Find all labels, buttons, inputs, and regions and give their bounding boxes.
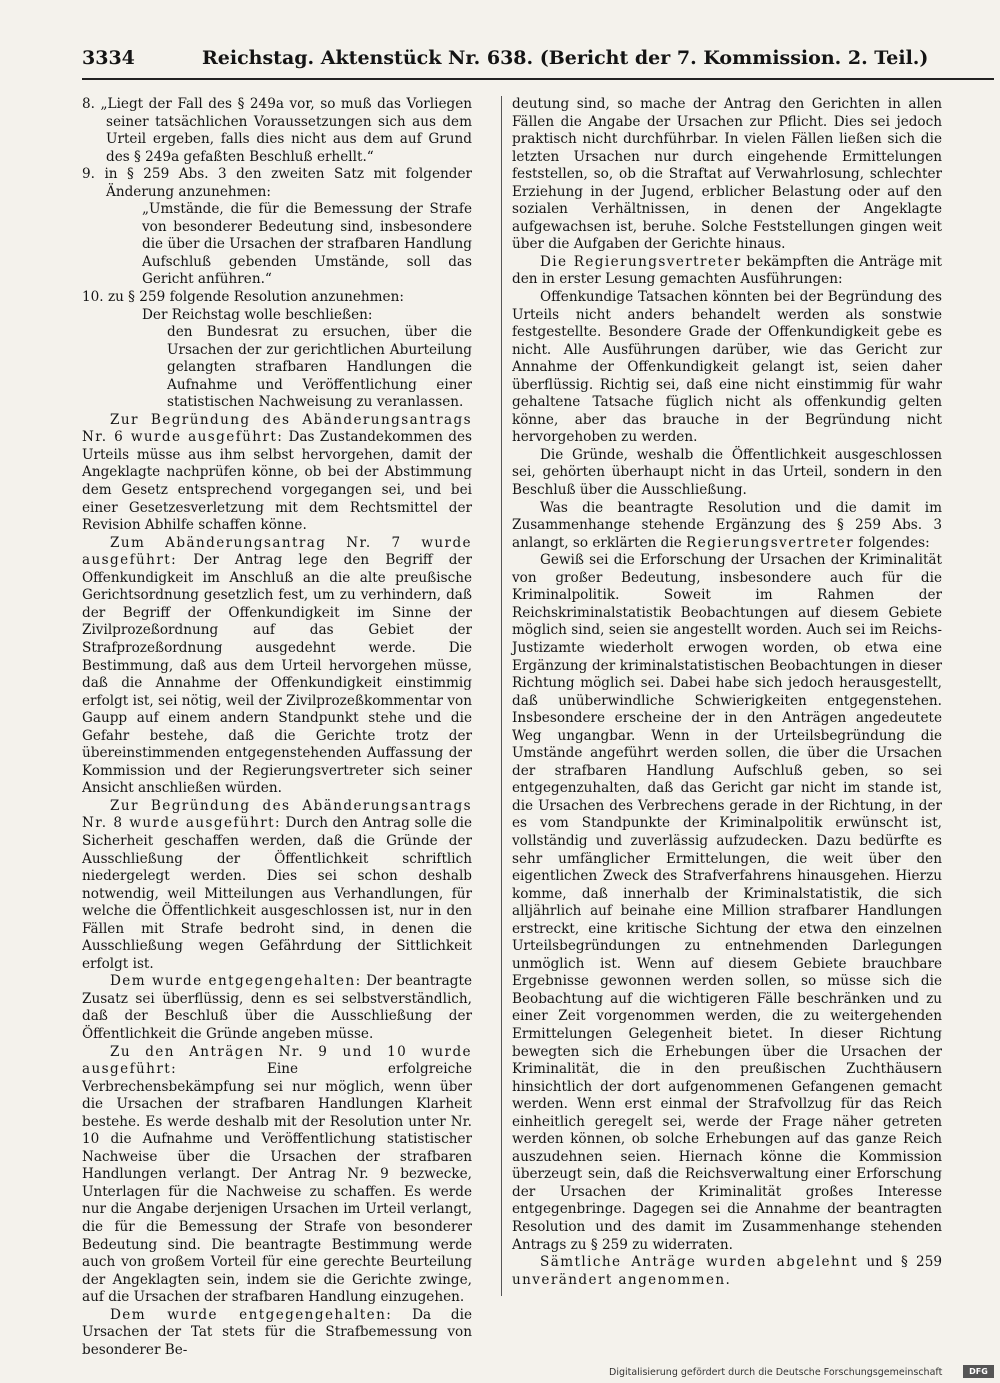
- paragraph: [82, 201, 472, 289]
- spaced-lead-text: Zu den Anträgen Nr. 9 und 10 wurde ausgeführt:: [82, 1043, 472, 1078]
- paragraph-text: den Bundesrat zu ersuchen, über die Ursachen der zur gerichtlichen Aburteilung gelangten strafbaren Handlungen die Aufnahme und Veröffentlichung einer statistischen Nachweisung zu veranlassen.: [167, 324, 472, 411]
- paragraph-text: Was die beantragte Resolution und die damit im Zusammenhange stehende Ergänzung des § 259 Abs. 3 anlangt, so erklärten die: [512, 499, 942, 551]
- page-number: 3334: [82, 47, 135, 69]
- paragraph-text: bekämpften die Anträge mit den in erster Lesung gemachten Ausführungen:: [512, 253, 943, 288]
- paragraph-text: Eine erfolgreiche Verbrechensbekämpfung sei nur möglich, wenn über die Ursachen der strafbaren Handlungen Klarheit bestehe. Es werde deshalb mit der Resolution unter Nr. 10 die Aufnahme und Veröffentlichung statistischer Nachweise über die Ursachen der strafbaren Handlungen verlangt. Der Antrag Nr. 9 bezwecke, Unterlagen für die Nachweise zu schaffen. Es werde nur die Angabe derjenigen Ursachen im Urteil verlangt, die für die Bemessung der Strafe von besonderer Bedeutung sind. Die beantragte Bestimmung werde auch von großem Vorteil für eine gerechte Beurteilung der Angeklagten sein, indem sie die Gerichte zwinge, auf die Ursachen der strafbaren Handlung einzugehen.: [82, 1061, 472, 1306]
- spaced-lead-text: Zur Begründung des Abänderungsantrags Nr. 6 wurde ausgeführt:: [82, 411, 472, 446]
- paragraph-text: Der Antrag lege den Begriff der Offenkundigkeit im Anschluß an die alte preußische Gerichtsordnung gesetzlich fest, um zu verhindern, daß der Begriff der Offenkundigkeit im Sinne der Zivilprozeßordnung auf das Gebiet der Strafprozeßordnung ausgedehnt werde. Die Bestimmung, daß aus dem Urteil hervorgehen müsse, daß die Annahme der Offenkundigkeit einstimmig erfolgt ist, sei nötig, weil der Zivilprozeßkommentar von Gaupp auf einem andern Standpunkt stehe und die Gefahr bestehe, daß die Gerichte trotz der übereinstimmenden entgegenstehenden Auffassung der Kommission und der Regierungsvertreter sich seiner Ansicht anschließen würden.: [82, 552, 472, 797]
- spaced-lead-text: Die Regierungsvertreter: [540, 253, 742, 270]
- paragraph: [512, 1254, 942, 1289]
- paragraph-text: Der beantragte Zusatz sei überflüssig, denn es sei selbstverständlich, daß der Beschluß über die Ausschließung der Öffentlichkeit die Gründe angeben müsse.: [82, 973, 472, 1042]
- header-rule: [82, 78, 994, 80]
- paragraph-text: und § 259: [858, 1254, 942, 1271]
- paragraph: [512, 552, 942, 1254]
- spaced-lead-text: Regierungsvertreter: [686, 534, 854, 551]
- paragraph-text: 8. „Liegt der Fall des § 249a vor, so muß das Vorliegen seiner tatsächlichen Voraussetzungen sich aus dem Urteil ergeben, falls dies nicht aus dem auf Grund des § 249a gefaßten Beschluß erhellt.“: [82, 96, 472, 165]
- paragraph-text: folgendes:: [854, 534, 930, 551]
- paragraph: [82, 798, 472, 973]
- paragraph: [512, 447, 942, 500]
- paragraph: [82, 412, 472, 535]
- paragraph: [82, 307, 472, 325]
- paragraph: [82, 166, 472, 201]
- paragraph: [82, 324, 472, 412]
- paragraph-text: Das Zustandekommen des Urteils müsse aus ihm selbst hervorgehen, damit der Angeklagte nachprüfen könne, ob bei der Abstimmung dem Gesetz entsprechend vorgegangen sei, und bei einer Gesetzesverletzung mit dem Rechtsmittel der Revision Abhilfe schaffen könne.: [82, 429, 472, 534]
- paragraph-text: Da die Ursachen der Tat stets für die Strafbemessung von besonderer Be-: [82, 1306, 472, 1358]
- paragraph: [512, 500, 942, 553]
- paragraph-text: deutung sind, so mache der Antrag den Gerichten in allen Fällen die Angabe der Ursachen zur Pflicht. Dies sei jedoch praktisch nicht durchführbar. In vielen Fällen ließen sich die letzten Ursachen nur durch eingehende Ermittelungen feststellen, so, ob die Straftat auf Verwahrlosung, schlechter Erziehung in der Jugend, erblicher Belastung oder auf den sozialen Verhältnissen, in denen der Angeklagte aufgewachsen ist, beruhe. Solche Feststellungen gingen weit über die Aufgaben der Gerichte hinaus.: [512, 96, 942, 253]
- paragraph: [82, 1044, 472, 1307]
- running-title: Reichstag. Aktenstück Nr. 638. (Bericht der 7. Kommission. 2. Teil.): [202, 47, 929, 69]
- column-divider: [501, 96, 502, 1296]
- spaced-lead-text: Dem wurde entgegengehalten:: [110, 1306, 393, 1323]
- paragraph-text: Gewiß sei die Erforschung der Ursachen der Kriminalität von großer Bedeutung, insbesondere auch für die Kriminalpolitik. Soweit im Rahmen der Reichskriminalstatistik Beobachtungen auf diesem Gebiete möglich sind, seien sie angestellt worden. Auch sei im Reichs-Justizamte wiederholt erwogen worden, ob etwa eine Ergänzung der kriminalstatistischen Beobachtungen in dieser Richtung möglich sei. Dabei habe sich jedoch herausgestellt, daß unüberwindliche Schwierigkeiten entgegenstehen. Insbesondere erscheine der in den Anträgen angedeutete Weg ungangbar. Wenn in der Urteilsbegründung die Umstände angeführt werden sollen, die über die Ursachen der strafbaren Handlung Aufschluß geben, so sei entgegenzuhalten, daß das Gericht gar nicht im stande ist, die Ursachen des Verbrechens gerade in der Richtung, in der es vom Standpunkte der Kriminalpolitik erwünscht ist, vollständig und zuverlässig aufzudecken. Dazu bedürfte es sehr umfänglicher Ermittelungen, die weit über den eigentlichen Zweck des Strafverfahrens hinausgehen. Hierzu komme, daß innerhalb der Kriminalstatistik, die sich alljährlich auf beinahe eine Million strafbarer Handlungen erstreckt, eine kritische Sichtung der etwa den einzelnen Urteilsbegründungen zu entnehmenden Darlegungen unmöglich ist. Wenn auf diesem Gebiete brauchbare Ergebnisse gewonnen werden sollen, so müsse sich die Beobachtung auf die wichtigeren Fälle beschränken und zu einer Zeit vorgenommen werden, die zu weitergehenden Ermittelungen Gelegenheit bietet. In dieser Richtung bewegten sich die Erhebungen über die Ursachen der Kriminalität, die in den preußischen Zuchthäusern hinsichtlich der dort aufgenommenen Gefangenen gemacht werden. Wenn erst einmal der Strafvollzug für das Reich einheitlich geregelt sei, werde der Frage näher getreten werden können, ob solche Erhebungen auf das ganze Reich auszudehnen seien. Hiernach könne die Kommission überzeugt sein, daß die Reichsverwaltung einer Erforschung der Ursachen der Kriminalität großes Interesse entgegenbringe. Dagegen sei die Annahme der beantragten Resolution und des damit im Zusammenhange stehenden Antrags zu § 259 zu widerraten.: [512, 552, 942, 1253]
- dfg-logo: DFG: [963, 1365, 994, 1378]
- digitization-credit: Digitalisierung gefördert durch die Deutsche Forschungsgemeinschaft: [609, 1367, 943, 1378]
- page-header: [82, 47, 994, 77]
- paragraph-text: Durch den Antrag solle die Sicherheit geschaffen werden, daß die Gründe der Ausschließung der Öffentlichkeit schriftlich niedergelegt werden. Dies sei schon deshalb notwendig, weil Mitteilungen aus Verhandlungen, für welche die Öffentlichkeit ausgeschlossen ist, nur in den Fällen mit Strafe bedroht sind, in denen die Ausschließung wegen Gefährdung der Sittlichkeit erfolgt ist.: [82, 815, 472, 972]
- paragraph-text: „Umstände, die für die Bemessung der Strafe von besonderer Bedeutung sind, insbesondere die über die Ursachen der strafbaren Handlung Aufschluß gebenden Umstände, soll das Gericht anführen.“: [142, 201, 472, 288]
- spaced-lead-text: unverändert angenommen.: [512, 1271, 732, 1288]
- paragraph: [512, 289, 942, 447]
- spaced-lead-text: Sämtliche Anträge wurden abgelehnt: [540, 1254, 859, 1271]
- paragraph: [82, 535, 472, 798]
- paragraph: [512, 96, 942, 254]
- right-column: [512, 96, 942, 1289]
- paragraph-text: 9. in § 259 Abs. 3 den zweiten Satz mit folgender Änderung anzunehmen:: [82, 166, 472, 200]
- paragraph: [82, 1307, 472, 1360]
- paragraph-text: 10. zu § 259 folgende Resolution anzunehmen:: [82, 289, 404, 306]
- paragraph-text: Offenkundige Tatsachen könnten bei der Begründung des Urteils nicht anders behandelt werden als sonstwie festgestellte. Besondere Grade der Offenkundigkeit gebe es nicht. Alle Ausführungen darüber, wie das Gericht zur Annahme der Offenkundigkeit gelangt ist, seien daher überflüssig. Richtig sei, daß eine nicht einstimmig für wahr gehaltene Tatsache füglich nicht als offenkundig gelten könne, aber das brauche in der Begründung nicht hervorgehoben zu werden.: [512, 289, 942, 446]
- left-column: [82, 96, 472, 1359]
- spaced-lead-text: Dem wurde entgegengehalten:: [110, 973, 362, 990]
- spaced-lead-text: Zum Abänderungsantrag Nr. 7 wurde ausgeführt:: [82, 534, 472, 569]
- paragraph-text: Die Gründe, weshalb die Öffentlichkeit ausgeschlossen sei, gehörten überhaupt nicht in das Urteil, sondern in den Beschluß über die Ausschließung.: [512, 446, 942, 499]
- paragraph-text: Der Reichstag wolle beschließen:: [142, 306, 373, 323]
- spaced-lead-text: Zur Begründung des Abänderungsantrags Nr. 8 wurde ausgeführt:: [82, 797, 472, 832]
- paragraph: [82, 973, 472, 1043]
- paragraph: [82, 289, 472, 307]
- paragraph: [82, 96, 472, 166]
- paragraph: [512, 254, 942, 289]
